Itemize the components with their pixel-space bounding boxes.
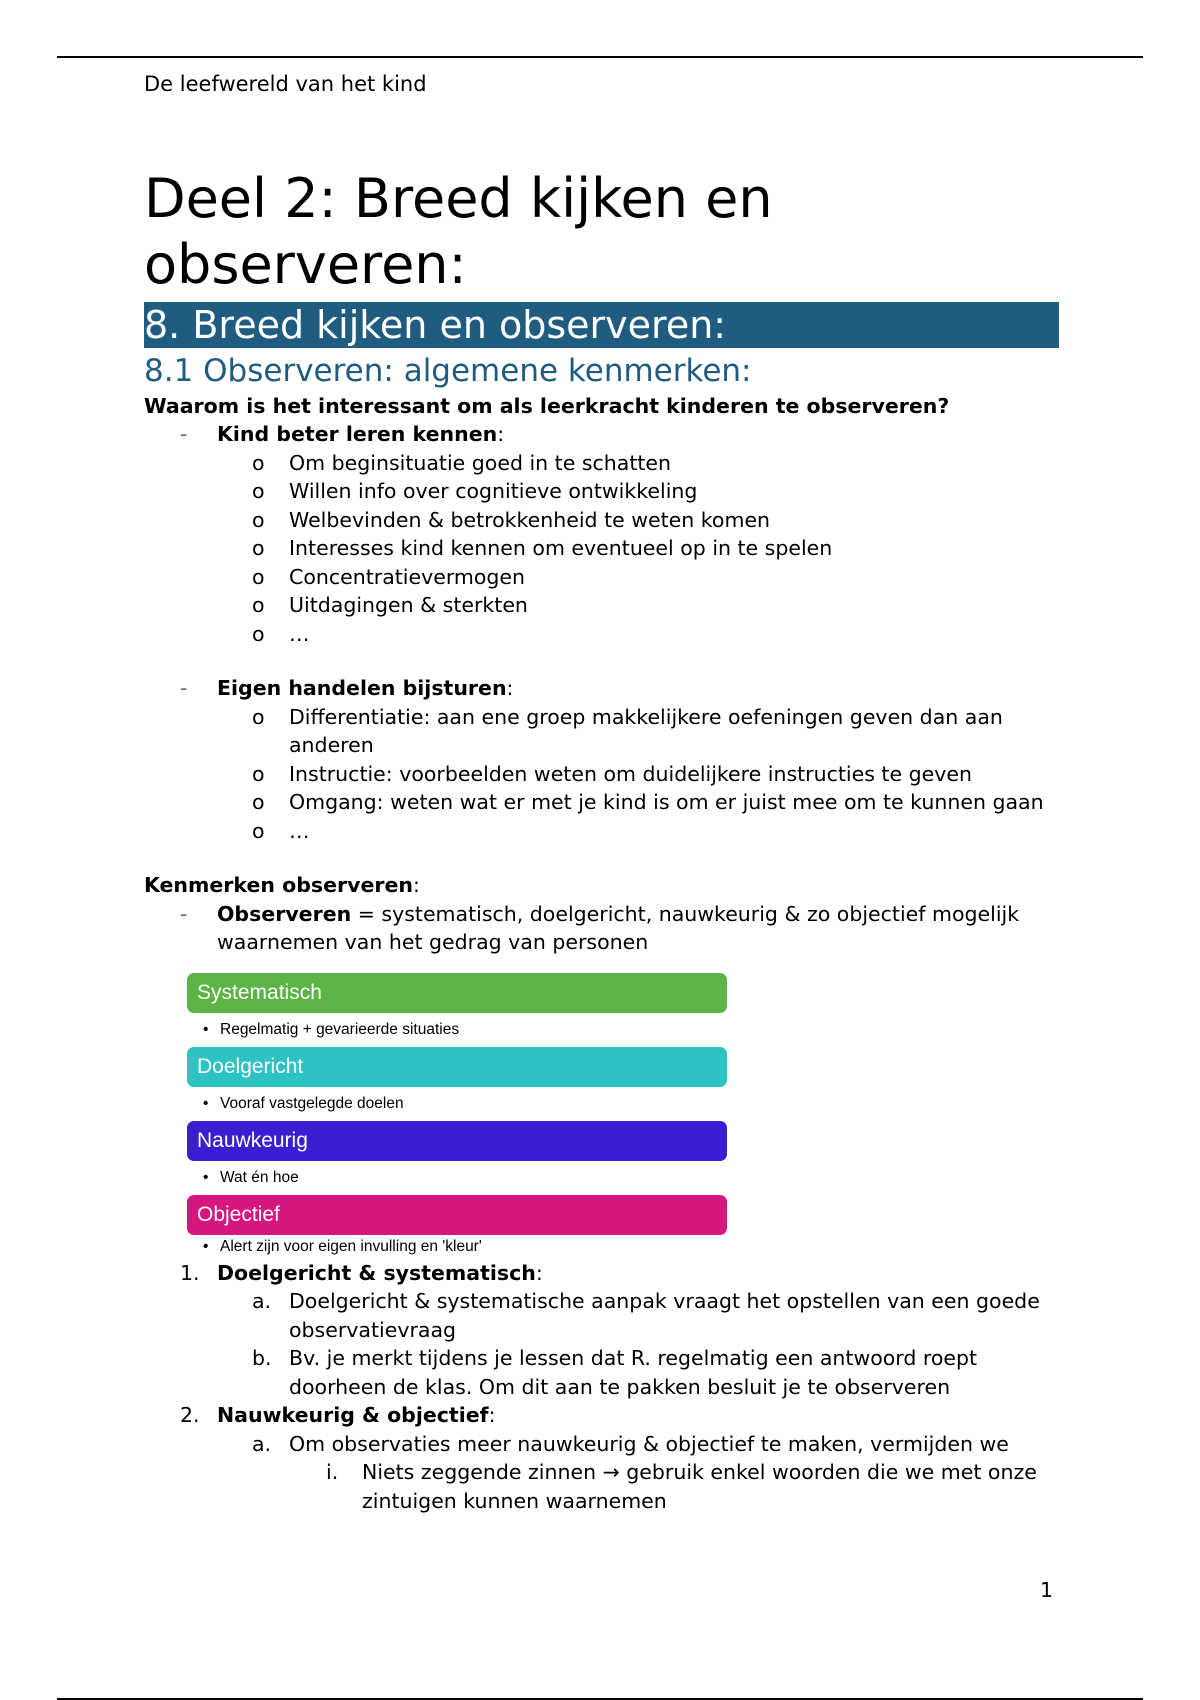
lettered-item	[144, 1344, 1059, 1401]
item-roman: i.	[326, 1460, 339, 1484]
list-item	[144, 477, 1059, 506]
list-item	[144, 817, 1059, 846]
list-item-text: Willen info over cognitieve ontwikkeling	[289, 479, 698, 503]
roman-text: Niets zeggende zinnen → gebruik enkel woorden die we met onze zintuigen kunnen waarnemen	[362, 1460, 1037, 1513]
dash-bullet: -	[180, 901, 188, 926]
list-item	[144, 591, 1059, 620]
lettered-text: Doelgericht & systematische aanpak vraagt het opstellen van een goede observatievraag	[289, 1289, 1040, 1342]
numbered-item	[144, 1259, 1059, 1288]
document-title: Deel 2: Breed kijken en observeren:	[144, 167, 773, 296]
bullet-dot: •	[203, 1020, 209, 1038]
numbered-heading: Doelgericht & systematisch	[217, 1260, 536, 1285]
circle-bullet: o	[252, 450, 265, 475]
list-heading-eigen-handelen-bijsturen	[144, 674, 1059, 703]
dash-bullet: -	[180, 422, 188, 446]
list-item	[144, 788, 1059, 817]
list-item-text: Om beginsituatie goed in te schatten	[289, 450, 672, 475]
definition-text: = systematisch, doelgericht, nauwkeurig & zo objectief mogelijk waarnemen van het gedrag van personen	[217, 901, 1020, 954]
list-item	[144, 449, 1059, 478]
dash-bullet: -	[180, 676, 188, 700]
list-heading-text: Eigen handelen bijsturen	[217, 676, 507, 700]
running-header: De leefwereld van het kind	[144, 72, 427, 96]
list-item-text: Welbevinden & betrokkenheid te weten komen	[289, 507, 771, 532]
item-letter: a.	[252, 1289, 272, 1313]
characteristics-diagram	[187, 973, 727, 1259]
definition-term: Observeren	[217, 901, 352, 926]
item-number: 1.	[180, 1260, 200, 1285]
list-item-text: …	[289, 621, 310, 646]
list-item-text: Concentratievermogen	[289, 564, 526, 589]
diagram-subtext	[187, 1087, 727, 1121]
item-number: 2.	[180, 1403, 200, 1427]
section-heading: 8.1 Observeren: algemene kenmerken:	[144, 353, 752, 389]
diagram-subtext-label: Regelmatig + gevarieerde situaties	[220, 1020, 460, 1038]
circle-bullet: o	[252, 593, 265, 617]
list-item	[144, 620, 1059, 649]
diagram-subtext	[187, 1235, 727, 1259]
page-number: 1	[1040, 1578, 1054, 1602]
kenmerken-heading	[144, 871, 1059, 900]
diagram-bar-nauwkeurig: Nauwkeurig	[187, 1121, 727, 1161]
list-item-text: Interesses kind kennen om eventueel op in te spelen	[289, 536, 833, 560]
circle-bullet: o	[252, 479, 265, 503]
item-letter: a.	[252, 1431, 272, 1456]
list-heading-text: Kind beter leren kennen	[217, 422, 498, 446]
diagram-bar-doelgericht: Doelgericht	[187, 1047, 727, 1087]
list-item	[144, 506, 1059, 535]
list-item	[144, 760, 1059, 789]
diagram-subtext	[187, 1161, 727, 1195]
observeren-definition	[144, 900, 1059, 957]
item-letter: b.	[252, 1346, 272, 1370]
circle-bullet: o	[252, 761, 265, 786]
bullet-dot: •	[203, 1094, 209, 1112]
diagram-subtext	[187, 1013, 727, 1047]
kenmerken-heading-text: Kenmerken observeren	[144, 873, 413, 897]
bullet-dot: •	[203, 1168, 209, 1186]
list-heading-colon: :	[497, 422, 505, 446]
circle-bullet: o	[252, 507, 265, 532]
numbered-colon: :	[488, 1403, 496, 1427]
lettered-item	[144, 1430, 1059, 1459]
diagram-bar-systematisch: Systematisch	[187, 973, 727, 1013]
list-item	[144, 563, 1059, 592]
roman-item	[144, 1458, 1059, 1515]
circle-bullet: o	[252, 704, 265, 729]
list-item-text: Instructie: voorbeelden weten om duidelijkere instructies te geven	[289, 761, 972, 786]
header-rule	[57, 56, 1143, 58]
diagram-subtext-label: Vooraf vastgelegde doelen	[220, 1094, 404, 1112]
list-item-text: Uitdagingen & sterkten	[289, 593, 528, 617]
diagram-bar-objectief: Objectief	[187, 1195, 727, 1235]
diagram-subtext-label: Alert zijn voor eigen invulling en 'kleur'	[220, 1237, 482, 1255]
list-item-text: Differentiatie: aan ene groep makkelijkere oefeningen geven dan aan anderen	[289, 704, 1003, 757]
question-heading: Waarom is het interessant om als leerkracht kinderen te observeren?	[144, 394, 950, 418]
kenmerken-heading-colon: :	[412, 873, 420, 897]
numbered-item	[144, 1401, 1059, 1430]
list-heading-colon: :	[506, 676, 514, 700]
list-item	[144, 534, 1059, 563]
circle-bullet: o	[252, 564, 265, 589]
page-body	[144, 68, 1059, 1515]
bullet-dot: •	[203, 1237, 209, 1255]
circle-bullet: o	[252, 790, 265, 814]
list-item-text: …	[289, 818, 310, 843]
list-item-text: Omgang: weten wat er met je kind is om er juist mee om te kunnen gaan	[289, 790, 1044, 814]
diagram-subtext-label: Wat én hoe	[220, 1168, 299, 1186]
list-heading-kind-beter-leren-kennen	[144, 420, 1059, 449]
lettered-text: Om observaties meer nauwkeurig & objectief te maken, vermijden we	[289, 1431, 1009, 1456]
circle-bullet: o	[252, 621, 265, 646]
chapter-heading: 8. Breed kijken en observeren:	[144, 302, 1059, 348]
lettered-text: Bv. je merkt tijdens je lessen dat R. regelmatig een antwoord roept doorheen de klas. Om dit aan te pakken besluit je te observeren	[289, 1346, 978, 1399]
list-item	[144, 703, 1059, 760]
numbered-colon: :	[535, 1260, 543, 1285]
lettered-item	[144, 1287, 1059, 1344]
circle-bullet: o	[252, 536, 265, 560]
circle-bullet: o	[252, 818, 265, 843]
numbered-heading: Nauwkeurig & objectief	[217, 1403, 489, 1427]
